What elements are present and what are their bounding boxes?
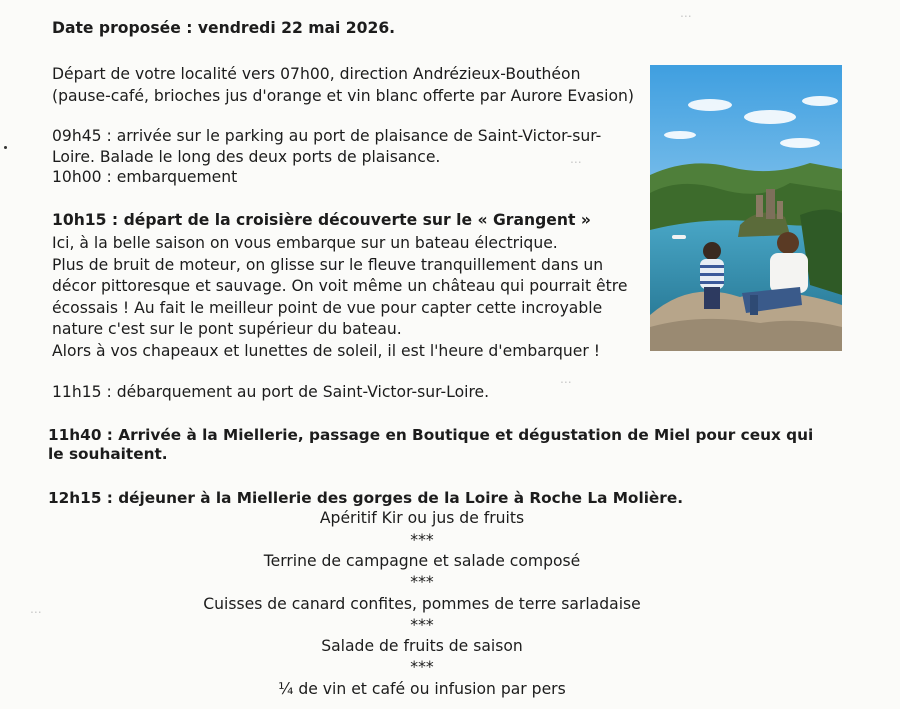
- disembark-line: 11h15 : débarquement au port de Saint-Victor-sur-Loire.: [52, 383, 490, 401]
- bleed-through-text: ...: [570, 150, 582, 166]
- date-heading: Date proposée : vendredi 22 mai 2026.: [52, 19, 396, 37]
- menu-item: ¼ de vin et café ou infusion par pers: [278, 680, 566, 698]
- cruise-line: Plus de bruit de moteur, on glisse sur le fleuve tranquillement dans un: [52, 256, 604, 274]
- bleed-through-text: ...: [30, 600, 42, 616]
- depart-line: Départ de votre localité vers 07h00, direction Andrézieux-Bouthéon: [52, 65, 581, 83]
- menu-item: Cuisses de canard confites, pommes de terre sarladaise: [203, 595, 641, 613]
- arrival-line: 09h45 : arrivée sur le parking au port de plaisance de Saint-Victor-sur-: [52, 127, 602, 145]
- cruise-line: décor pittoresque et sauvage. On voit même un château qui pourrait être: [52, 277, 628, 295]
- miellerie-line: le souhaitent.: [48, 445, 168, 463]
- arrival-line: 10h00 : embarquement: [52, 168, 238, 186]
- menu-item: Apéritif Kir ou jus de fruits: [319, 509, 525, 527]
- menu-separator: ***: [410, 616, 434, 634]
- lunch-heading: 12h15 : déjeuner à la Miellerie des gorges de la Loire à Roche La Molière.: [48, 489, 684, 507]
- menu-item: Salade de fruits de saison: [321, 637, 523, 655]
- menu-separator: ***: [410, 573, 434, 591]
- menu-separator: ***: [410, 531, 434, 549]
- depart-line: (pause-café, brioches jus d'orange et vin blanc offerte par Aurore Evasion): [52, 87, 634, 105]
- stray-mark: [4, 146, 7, 149]
- cruise-heading: 10h15 : départ de la croisière découverte sur le « Grangent »: [52, 211, 591, 229]
- menu-item: Terrine de campagne et salade composé: [263, 552, 581, 570]
- menu-separator: ***: [410, 658, 434, 676]
- gorges-photo: [650, 65, 842, 351]
- miellerie-line: 11h40 : Arrivée à la Miellerie, passage en Boutique et dégustation de Miel pour ceux qui: [48, 426, 814, 444]
- cruise-line: Alors à vos chapeaux et lunettes de soleil, il est l'heure d'embarquer !: [52, 342, 600, 360]
- bleed-through-text: ...: [680, 4, 692, 20]
- cruise-line: Ici, à la belle saison on vous embarque sur un bateau électrique.: [52, 234, 558, 252]
- cruise-line: écossais ! Au fait le meilleur point de vue pour capter cette incroyable: [52, 299, 603, 317]
- arrival-line: Loire. Balade le long des deux ports de plaisance.: [52, 148, 441, 166]
- bleed-through-text: ...: [560, 370, 572, 386]
- cruise-line: nature c'est sur le pont supérieur du bateau.: [52, 320, 402, 338]
